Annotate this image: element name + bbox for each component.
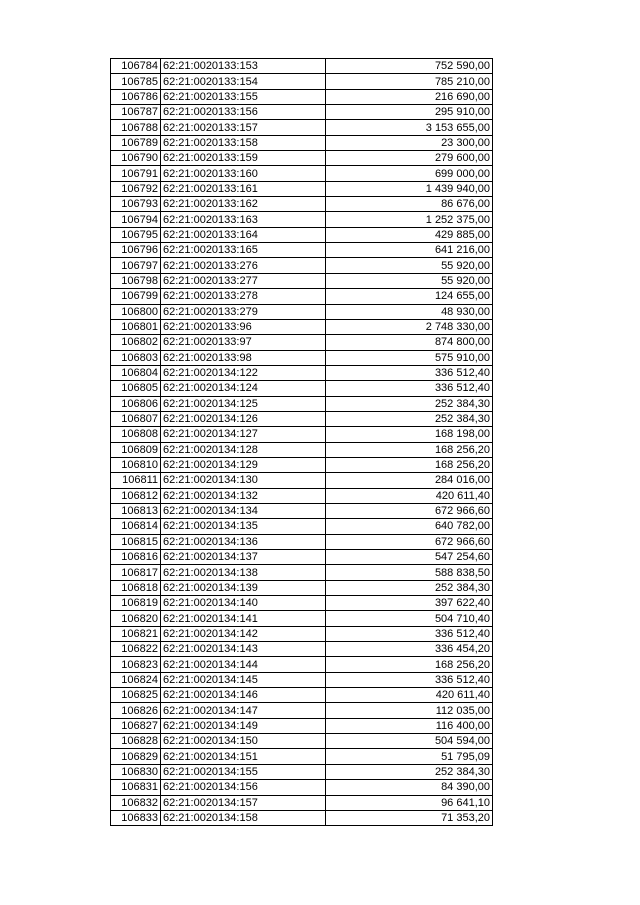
cadastral-value-cell: 672 966,60 <box>326 503 493 518</box>
row-id-cell: 106802 <box>111 335 161 350</box>
cadastral-number-cell: 62:21:0020133:155 <box>161 89 326 104</box>
table-row <box>111 718 493 733</box>
cadastral-number-cell: 62:21:0020134:124 <box>161 381 326 396</box>
cadastral-number-cell: 62:21:0020134:126 <box>161 411 326 426</box>
row-id-cell: 106791 <box>111 166 161 181</box>
cadastral-number-cell: 62:21:0020134:156 <box>161 780 326 795</box>
cadastral-value-cell: 116 400,00 <box>326 718 493 733</box>
cadastral-number-cell: 62:21:0020134:151 <box>161 749 326 764</box>
cadastral-number-cell: 62:21:0020133:163 <box>161 212 326 227</box>
cadastral-value-cell: 112 035,00 <box>326 703 493 718</box>
cadastral-value-cell: 504 710,40 <box>326 611 493 626</box>
table-row <box>111 335 493 350</box>
cadastral-number-cell: 62:21:0020133:162 <box>161 197 326 212</box>
cadastral-value-cell: 336 512,40 <box>326 381 493 396</box>
table-row <box>111 688 493 703</box>
table-row <box>111 764 493 779</box>
cadastral-number-cell: 62:21:0020134:135 <box>161 519 326 534</box>
table-row <box>111 120 493 135</box>
cadastral-value-cell: 216 690,00 <box>326 89 493 104</box>
row-id-cell: 106813 <box>111 503 161 518</box>
cadastral-number-cell: 62:21:0020134:157 <box>161 795 326 810</box>
row-id-cell: 106809 <box>111 442 161 457</box>
cadastral-value-cell: 55 920,00 <box>326 273 493 288</box>
cadastral-value-cell: 252 384,30 <box>326 411 493 426</box>
table-row <box>111 197 493 212</box>
table-row <box>111 534 493 549</box>
row-id-cell: 106817 <box>111 565 161 580</box>
cadastral-number-cell: 62:21:0020134:142 <box>161 626 326 641</box>
row-id-cell: 106825 <box>111 688 161 703</box>
cadastral-number-cell: 62:21:0020133:98 <box>161 350 326 365</box>
cadastral-value-cell: 336 512,40 <box>326 672 493 687</box>
cadastral-value-cell: 2 748 330,00 <box>326 319 493 334</box>
cadastral-value-cell: 420 611,40 <box>326 488 493 503</box>
cadastral-number-cell: 62:21:0020133:96 <box>161 319 326 334</box>
row-id-cell: 106824 <box>111 672 161 687</box>
cadastral-number-cell: 62:21:0020134:146 <box>161 688 326 703</box>
table-row <box>111 488 493 503</box>
row-id-cell: 106828 <box>111 734 161 749</box>
row-id-cell: 106790 <box>111 151 161 166</box>
row-id-cell: 106801 <box>111 319 161 334</box>
row-id-cell: 106800 <box>111 304 161 319</box>
row-id-cell: 106810 <box>111 457 161 472</box>
table-row <box>111 365 493 380</box>
cadastral-value-table <box>110 58 493 826</box>
cadastral-value-cell: 504 594,00 <box>326 734 493 749</box>
table-row <box>111 672 493 687</box>
row-id-cell: 106796 <box>111 243 161 258</box>
table-row <box>111 427 493 442</box>
table-row <box>111 611 493 626</box>
row-id-cell: 106795 <box>111 227 161 242</box>
cadastral-number-cell: 62:21:0020134:158 <box>161 810 326 825</box>
table-row <box>111 473 493 488</box>
cadastral-number-cell: 62:21:0020133:161 <box>161 181 326 196</box>
cadastral-value-cell: 1 252 375,00 <box>326 212 493 227</box>
cadastral-value-cell: 168 198,00 <box>326 427 493 442</box>
table-row <box>111 396 493 411</box>
row-id-cell: 106830 <box>111 764 161 779</box>
cadastral-number-cell: 62:21:0020134:122 <box>161 365 326 380</box>
table-row <box>111 381 493 396</box>
row-id-cell: 106799 <box>111 289 161 304</box>
cadastral-value-cell: 48 930,00 <box>326 304 493 319</box>
row-id-cell: 106786 <box>111 89 161 104</box>
table-row <box>111 350 493 365</box>
cadastral-value-cell: 672 966,60 <box>326 534 493 549</box>
row-id-cell: 106798 <box>111 273 161 288</box>
cadastral-value-cell: 420 611,40 <box>326 688 493 703</box>
table-row <box>111 59 493 74</box>
cadastral-number-cell: 62:21:0020133:277 <box>161 273 326 288</box>
table-row <box>111 580 493 595</box>
cadastral-value-cell: 547 254,60 <box>326 550 493 565</box>
table-row <box>111 319 493 334</box>
table-row <box>111 457 493 472</box>
cadastral-value-cell: 23 300,00 <box>326 135 493 150</box>
cadastral-value-cell: 252 384,30 <box>326 764 493 779</box>
cadastral-value-cell: 588 838,50 <box>326 565 493 580</box>
row-id-cell: 106785 <box>111 74 161 89</box>
table-row <box>111 135 493 150</box>
table-row <box>111 166 493 181</box>
cadastral-value-cell: 785 210,00 <box>326 74 493 89</box>
cadastral-number-cell: 62:21:0020133:154 <box>161 74 326 89</box>
table-row <box>111 810 493 825</box>
row-id-cell: 106829 <box>111 749 161 764</box>
table-row <box>111 734 493 749</box>
cadastral-number-cell: 62:21:0020134:139 <box>161 580 326 595</box>
cadastral-value-cell: 96 641,10 <box>326 795 493 810</box>
cadastral-number-cell: 62:21:0020133:159 <box>161 151 326 166</box>
cadastral-number-cell: 62:21:0020133:158 <box>161 135 326 150</box>
cadastral-number-cell: 62:21:0020133:157 <box>161 120 326 135</box>
table-row <box>111 304 493 319</box>
cadastral-value-cell: 3 153 655,00 <box>326 120 493 135</box>
table-row <box>111 749 493 764</box>
row-id-cell: 106806 <box>111 396 161 411</box>
cadastral-value-cell: 1 439 940,00 <box>326 181 493 196</box>
cadastral-value-cell: 51 795,09 <box>326 749 493 764</box>
cadastral-value-cell: 336 512,40 <box>326 626 493 641</box>
cadastral-number-cell: 62:21:0020133:279 <box>161 304 326 319</box>
cadastral-value-cell: 252 384,30 <box>326 580 493 595</box>
table-row <box>111 626 493 641</box>
cadastral-number-cell: 62:21:0020134:136 <box>161 534 326 549</box>
cadastral-value-cell: 397 622,40 <box>326 596 493 611</box>
cadastral-value-cell: 55 920,00 <box>326 258 493 273</box>
row-id-cell: 106792 <box>111 181 161 196</box>
row-id-cell: 106818 <box>111 580 161 595</box>
row-id-cell: 106797 <box>111 258 161 273</box>
table-row <box>111 411 493 426</box>
row-id-cell: 106789 <box>111 135 161 150</box>
cadastral-number-cell: 62:21:0020134:128 <box>161 442 326 457</box>
cadastral-number-cell: 62:21:0020133:97 <box>161 335 326 350</box>
cadastral-value-cell: 71 353,20 <box>326 810 493 825</box>
cadastral-value-cell: 284 016,00 <box>326 473 493 488</box>
table-row <box>111 642 493 657</box>
table-row <box>111 795 493 810</box>
cadastral-number-cell: 62:21:0020133:160 <box>161 166 326 181</box>
row-id-cell: 106794 <box>111 212 161 227</box>
row-id-cell: 106808 <box>111 427 161 442</box>
cadastral-value-cell: 641 216,00 <box>326 243 493 258</box>
cadastral-value-cell: 86 676,00 <box>326 197 493 212</box>
cadastral-value-cell: 336 512,40 <box>326 365 493 380</box>
row-id-cell: 106832 <box>111 795 161 810</box>
row-id-cell: 106788 <box>111 120 161 135</box>
cadastral-value-cell: 699 000,00 <box>326 166 493 181</box>
cadastral-value-cell: 575 910,00 <box>326 350 493 365</box>
cadastral-number-cell: 62:21:0020134:140 <box>161 596 326 611</box>
cadastral-value-cell: 752 590,00 <box>326 59 493 74</box>
row-id-cell: 106811 <box>111 473 161 488</box>
table-row <box>111 596 493 611</box>
table-row <box>111 550 493 565</box>
table-row <box>111 227 493 242</box>
row-id-cell: 106784 <box>111 59 161 74</box>
cadastral-value-cell: 640 782,00 <box>326 519 493 534</box>
table-row <box>111 89 493 104</box>
cadastral-number-cell: 62:21:0020134:132 <box>161 488 326 503</box>
cadastral-value-cell: 336 454,20 <box>326 642 493 657</box>
cadastral-value-cell: 279 600,00 <box>326 151 493 166</box>
row-id-cell: 106804 <box>111 365 161 380</box>
cadastral-value-cell: 168 256,20 <box>326 457 493 472</box>
cadastral-number-cell: 62:21:0020133:156 <box>161 105 326 120</box>
table-row <box>111 519 493 534</box>
table-row <box>111 565 493 580</box>
row-id-cell: 106821 <box>111 626 161 641</box>
row-id-cell: 106812 <box>111 488 161 503</box>
cadastral-number-cell: 62:21:0020134:134 <box>161 503 326 518</box>
table-body <box>111 59 493 826</box>
table-row <box>111 442 493 457</box>
cadastral-value-cell: 429 885,00 <box>326 227 493 242</box>
row-id-cell: 106820 <box>111 611 161 626</box>
table-row <box>111 780 493 795</box>
cadastral-value-cell: 252 384,30 <box>326 396 493 411</box>
table-row <box>111 258 493 273</box>
cadastral-number-cell: 62:21:0020134:129 <box>161 457 326 472</box>
cadastral-number-cell: 62:21:0020133:278 <box>161 289 326 304</box>
cadastral-value-cell: 874 800,00 <box>326 335 493 350</box>
row-id-cell: 106823 <box>111 657 161 672</box>
row-id-cell: 106827 <box>111 718 161 733</box>
row-id-cell: 106831 <box>111 780 161 795</box>
row-id-cell: 106803 <box>111 350 161 365</box>
cadastral-number-cell: 62:21:0020134:147 <box>161 703 326 718</box>
table-row <box>111 503 493 518</box>
cadastral-number-cell: 62:21:0020134:127 <box>161 427 326 442</box>
cadastral-value-cell: 124 655,00 <box>326 289 493 304</box>
row-id-cell: 106793 <box>111 197 161 212</box>
cadastral-value-cell: 84 390,00 <box>326 780 493 795</box>
cadastral-number-cell: 62:21:0020133:153 <box>161 59 326 74</box>
table-row <box>111 181 493 196</box>
table-row <box>111 243 493 258</box>
cadastral-number-cell: 62:21:0020134:143 <box>161 642 326 657</box>
cadastral-number-cell: 62:21:0020134:149 <box>161 718 326 733</box>
table-row <box>111 657 493 672</box>
cadastral-number-cell: 62:21:0020133:276 <box>161 258 326 273</box>
cadastral-number-cell: 62:21:0020134:125 <box>161 396 326 411</box>
cadastral-number-cell: 62:21:0020134:155 <box>161 764 326 779</box>
cadastral-number-cell: 62:21:0020134:130 <box>161 473 326 488</box>
table-row <box>111 105 493 120</box>
row-id-cell: 106805 <box>111 381 161 396</box>
cadastral-number-cell: 62:21:0020133:164 <box>161 227 326 242</box>
cadastral-number-cell: 62:21:0020134:138 <box>161 565 326 580</box>
table-row <box>111 151 493 166</box>
cadastral-number-cell: 62:21:0020134:144 <box>161 657 326 672</box>
table-row <box>111 273 493 288</box>
row-id-cell: 106814 <box>111 519 161 534</box>
row-id-cell: 106815 <box>111 534 161 549</box>
cadastral-number-cell: 62:21:0020134:137 <box>161 550 326 565</box>
cadastral-value-cell: 168 256,20 <box>326 442 493 457</box>
row-id-cell: 106787 <box>111 105 161 120</box>
row-id-cell: 106826 <box>111 703 161 718</box>
row-id-cell: 106822 <box>111 642 161 657</box>
table-row <box>111 212 493 227</box>
row-id-cell: 106816 <box>111 550 161 565</box>
table-row <box>111 74 493 89</box>
row-id-cell: 106807 <box>111 411 161 426</box>
cadastral-number-cell: 62:21:0020133:165 <box>161 243 326 258</box>
row-id-cell: 106819 <box>111 596 161 611</box>
cadastral-value-cell: 295 910,00 <box>326 105 493 120</box>
cadastral-number-cell: 62:21:0020134:150 <box>161 734 326 749</box>
cadastral-number-cell: 62:21:0020134:141 <box>161 611 326 626</box>
cadastral-number-cell: 62:21:0020134:145 <box>161 672 326 687</box>
table-row <box>111 289 493 304</box>
cadastral-value-cell: 168 256,20 <box>326 657 493 672</box>
table-row <box>111 703 493 718</box>
row-id-cell: 106833 <box>111 810 161 825</box>
